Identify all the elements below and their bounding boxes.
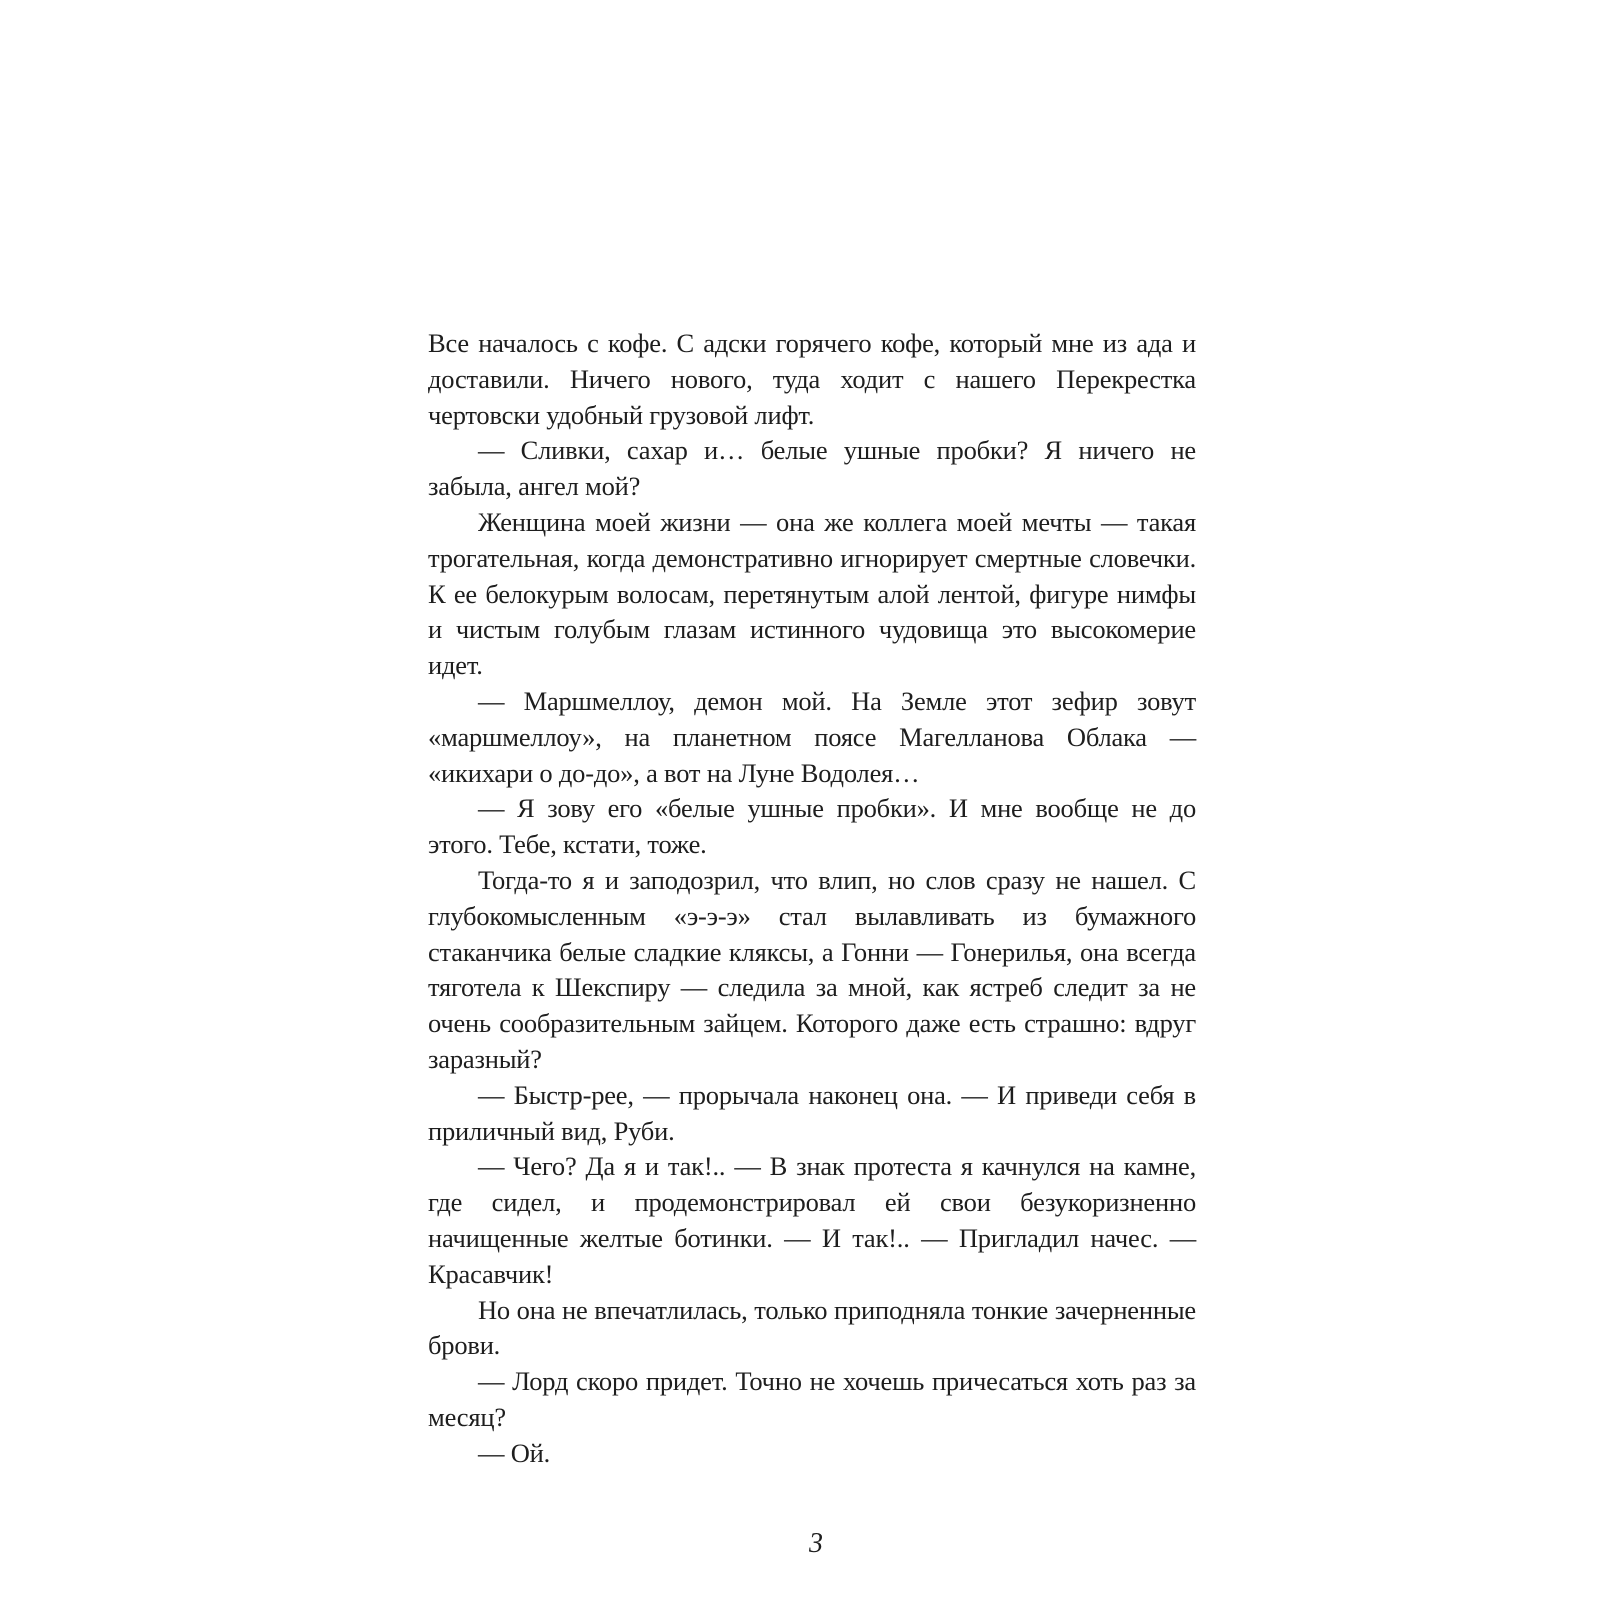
paragraph-6: Тогда-то я и заподозрил, что влип, но слов сразу не нашел. С глубокомысленным «э-э-э» стал вылавливать из бумажного стаканчика белые сладкие кляксы, а Гонни — Гонерилья, она всегда тяготела к Шекспиру — следила за мной, как ястреб следит за не очень сообразительным зайцем. Которого даже есть страшно: вдруг заразный? (428, 864, 1196, 1074)
page-body (428, 326, 1196, 1472)
paragraph-2: — Сливки, сахар и… белые ушные пробки? Я ничего не забыла, ангел мой? (428, 435, 1196, 502)
paragraph-8: — Чего? Да я и так!.. — В знак протеста я качнулся на камне, где сидел, и продемонстрировал ей свои безукоризненно начищенные желтые ботинки. — И так!.. — Пригладил начес. — Красавчик! (428, 1151, 1196, 1289)
paragraph-7: — Быстр-рее, — прорычала наконец она. — И приведи себя в приличный вид, Руби. (428, 1079, 1196, 1146)
paragraph-9: Но она не впечатлилась, только приподняла тонкие зачерненные брови. (428, 1294, 1196, 1361)
paragraph-1: Все началось с кофе. С адски горячего кофе, который мне из ада и доставили. Ничего нового, туда ходит с нашего Перекрестка чертовски удобный грузовой лифт. (428, 328, 1196, 430)
paragraph-10: — Лорд скоро придет. Точно не хочешь причесаться хоть раз за месяц? (428, 1366, 1196, 1432)
page-number: 3 (809, 1528, 823, 1559)
paragraph-3: Женщина моей жизни — она же коллега моей мечты — такая трогательная, когда демонстративно игнорирует смертные словечки. К ее белокурым волосам, перетянутым алой лентой, фигуре нимфы и чистым голубым глазам истинного чудовища это высокомерие идет. (428, 506, 1196, 681)
paragraph-11: — Ой. (478, 1437, 551, 1468)
paragraph-4: — Маршмеллоу, демон мой. На Земле этот зефир зовут «маршмеллоу», на планетном поясе Магелланова Облака — «икихари о до-до», а вот на Луне Водолея… (428, 685, 1196, 788)
paragraph-5: — Я зову его «белые ушные пробки». И мне вообще не до этого. Тебе, кстати, тоже. (428, 793, 1196, 860)
